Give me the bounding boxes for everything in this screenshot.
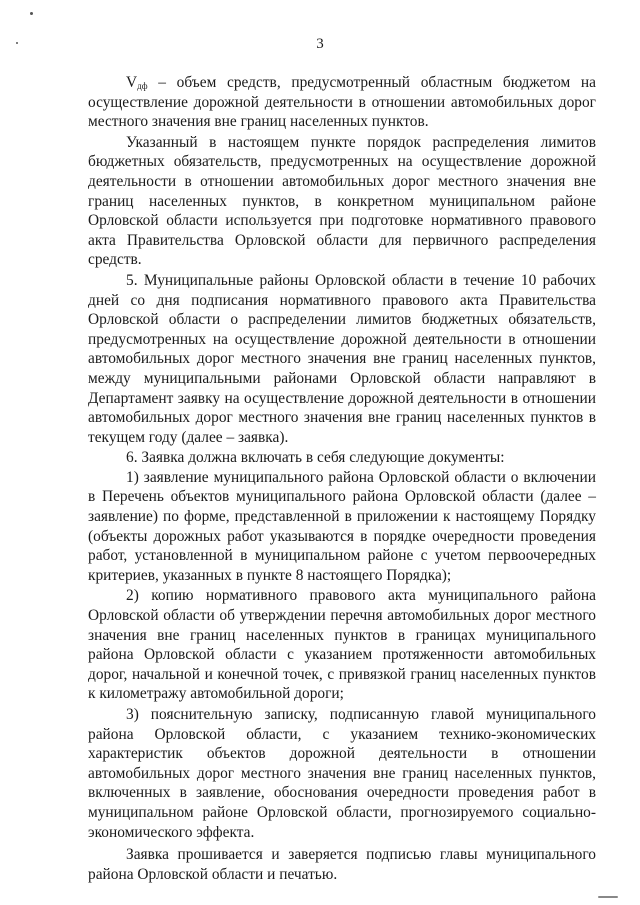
paragraph-closing: Заявка прошивается и заверяется подписью главы муниципального района Орловской области и печатью. (88, 846, 596, 883)
document-body (88, 73, 596, 884)
paragraph-v-df-definition (88, 73, 596, 132)
formula-subscript: дф (137, 81, 148, 91)
paragraph-subitem-3: 3) пояснительную записку, подписанную главой муниципального района Орловской области, с указанием технико-экономических характеристик объектов дорожной деятельности в отношении автомобильных дорог местного значения вне границ населенных пунктов, включенных в заявление, обоснования очередности проведения работ в муниципальном районе Орловской области, прогнозируемого социально-экономического эффекта. (88, 706, 596, 841)
paragraph-subitem-1: 1) заявление муниципального района Орловской области о включении в Перечень объектов муниципального района Орловской области (далее – заявление) по форме, представленной в приложении к настоящему Порядку (объекты дорожных работ указываются в порядке очередности проведения работ, установленной в муниципальном районе с учетом первоочередных критериев, указанных в пункте 8 настоящего Порядка); (88, 468, 596, 584)
scan-speck (598, 896, 618, 898)
paragraph-distribution-order: Указанный в настоящем пункте порядок распределения лимитов бюджетных обязательств, предусмотренных на осуществление дорожной деятельности в отношении автомобильных дорог местного значения вне границ населенных пунктов, в конкретном муниципальном районе Орловской области используется при подготовке нормативного правового акта Правительства Орловской области для первичного распределения средств. (88, 133, 596, 269)
formula-symbol: V (126, 74, 138, 91)
paragraph-item-5: 5. Муниципальные районы Орловской области в течение 10 рабочих дней со дня подписания нормативного правового акта Правительства Орловской области о распределении лимитов бюджетных обязательств, предусмотренных на осуществление дорожной деятельности в отношении автомобильных дорог местного значения вне границ населенных пунктов, между муниципальными районами Орловской области направляют в Департамент заявку на осуществление дорожной деятельности в отношении автомобильных дорог местного значения вне границ населенных пунктов в текущем году (далее – заявка). (88, 271, 596, 446)
page-number: 3 (316, 36, 324, 52)
paragraph-item-6: 6. Заявка должна включать в себя следующие документы: (126, 449, 505, 467)
scan-speck (30, 12, 33, 15)
paragraph-subitem-2: 2) копию нормативного правового акта муниципального района Орловской области об утверждении перечня автомобильных дорог местного значения вне границ населенных пунктов в границах муниципального района Орловской области с указанием протяженности автомобильных дорог, начальной и конечной точек, с привязкой границ населенных пунктов к километражу автомобильной дороги; (88, 587, 596, 703)
paragraph-text: – объем средств, предусмотренный областным бюджетом на осуществление дорожной деятельности в отношении автомобильных дорог местного значения вне границ населенных пунктов. (88, 74, 596, 131)
